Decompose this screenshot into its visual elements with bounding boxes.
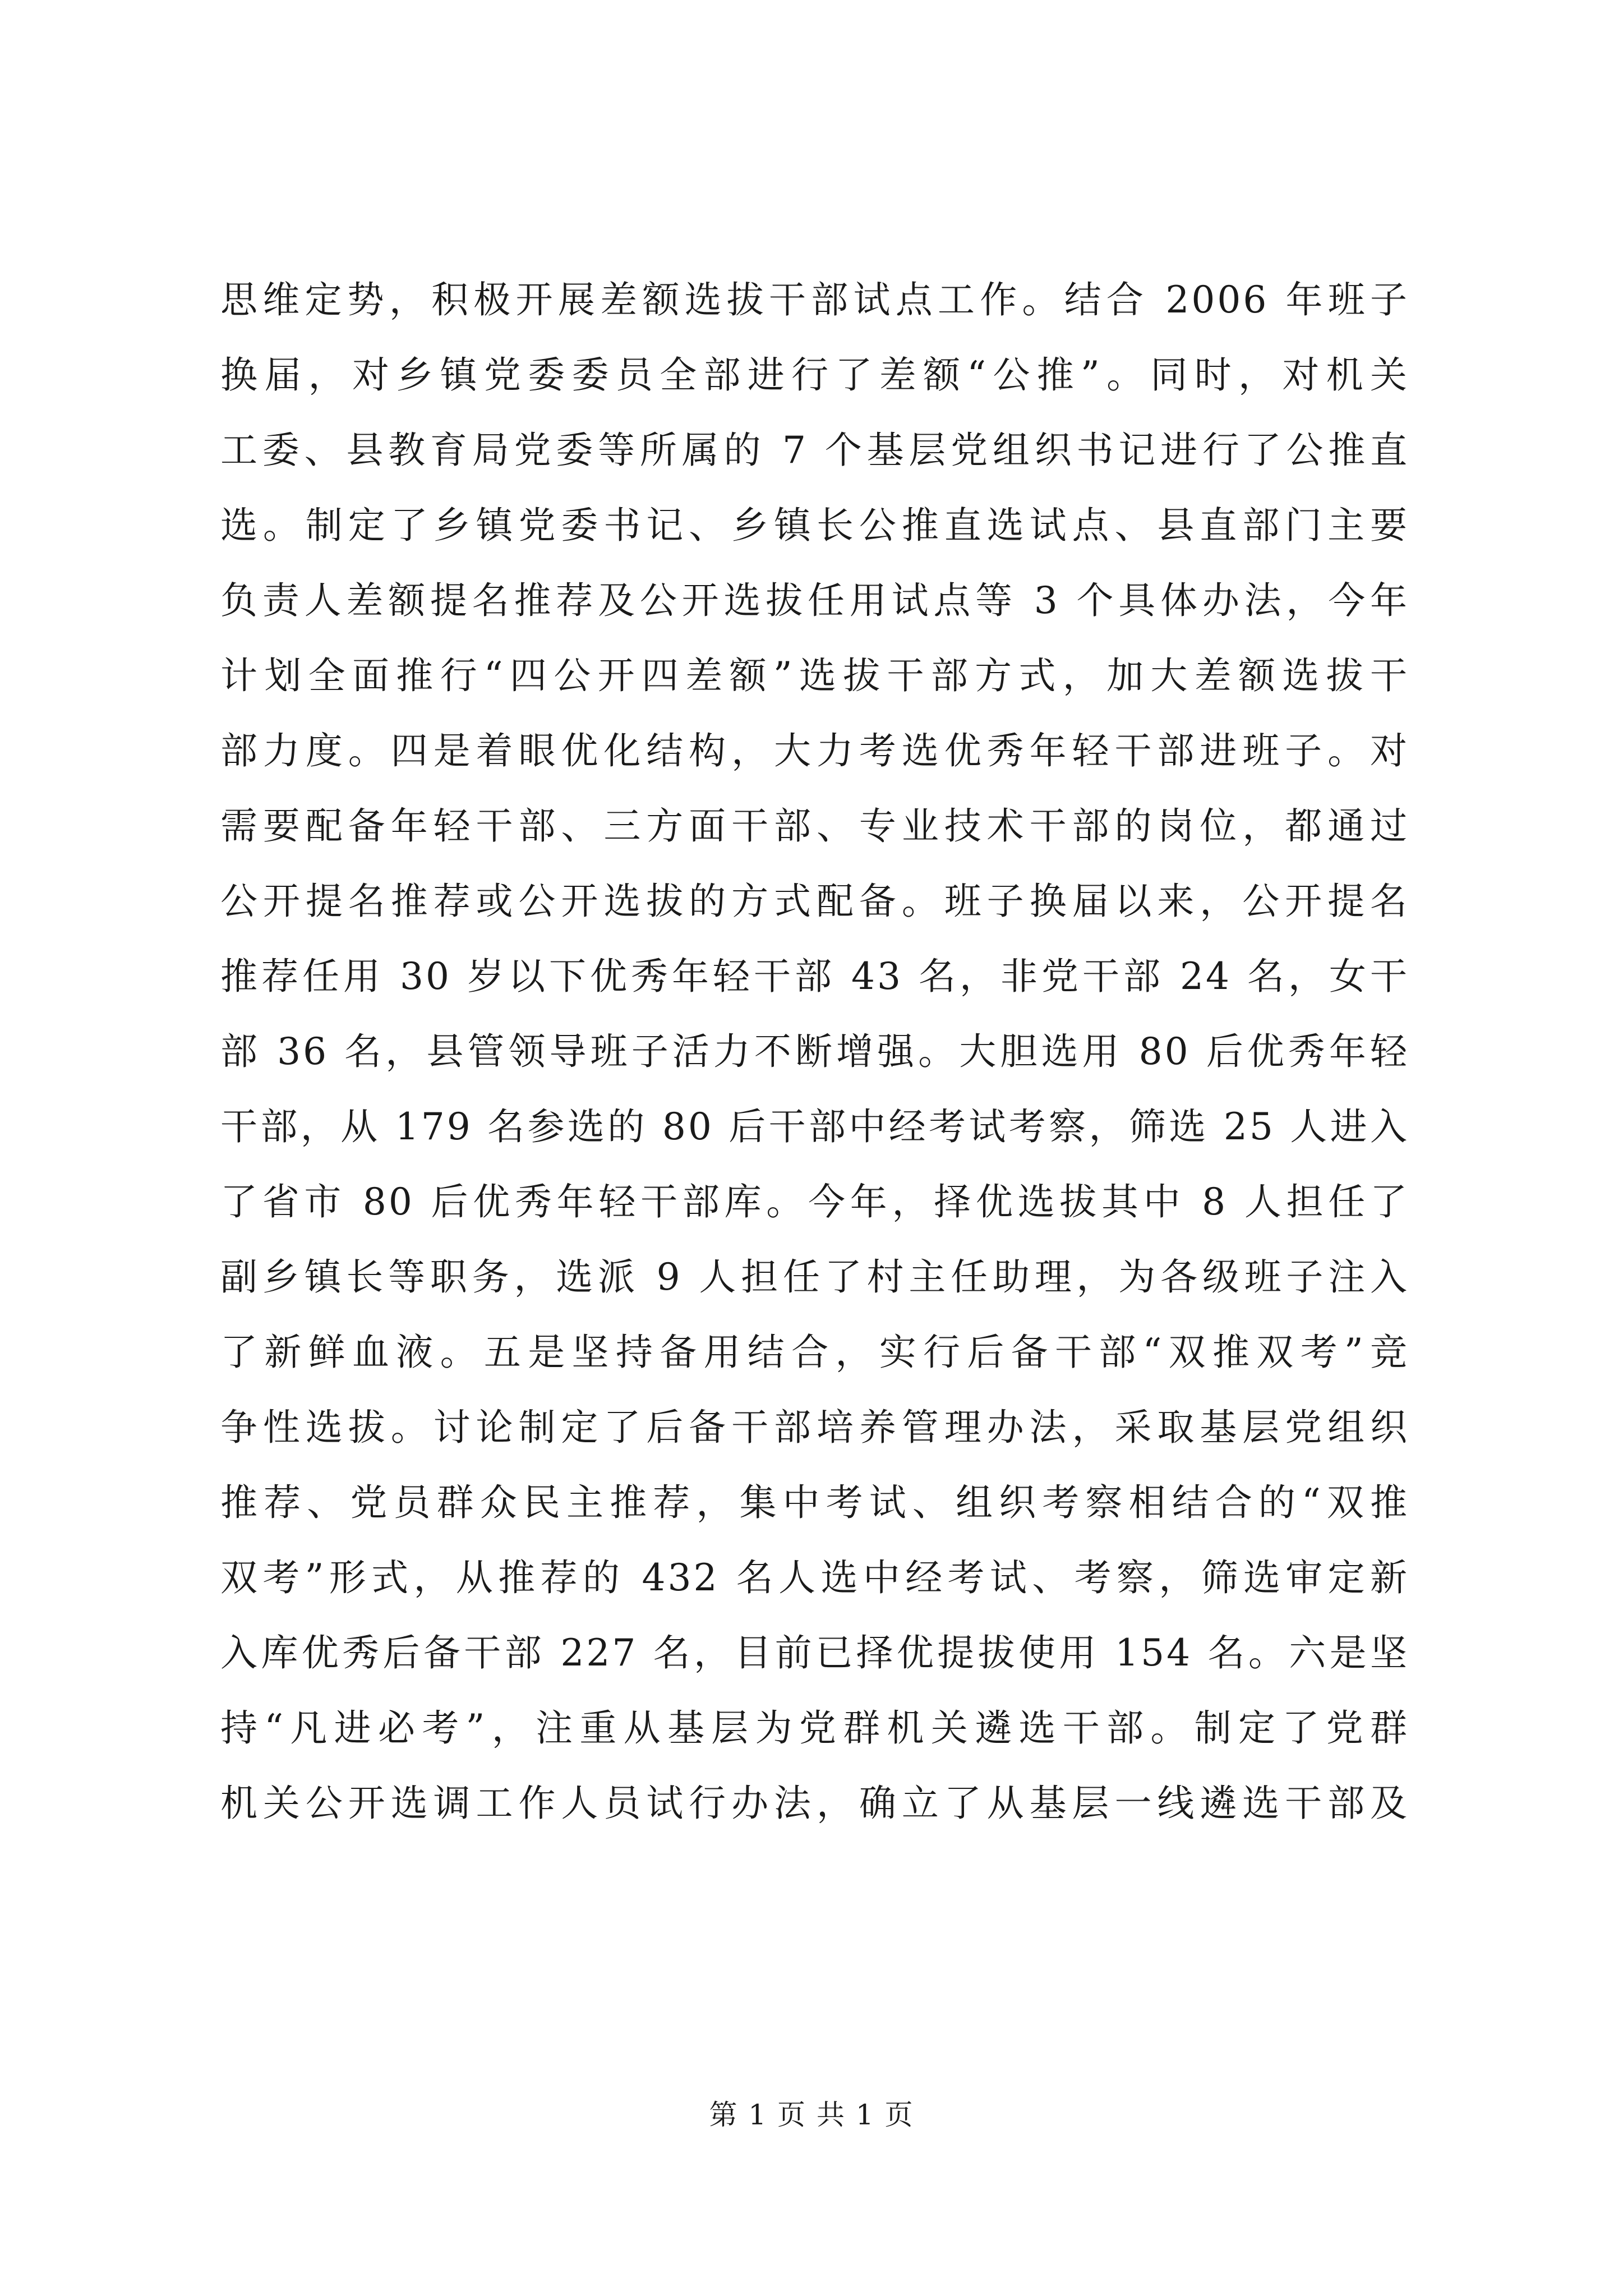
text-line: 部力度。四是着眼优化结构，大力考选优秀年轻干部进班子。对 — [220, 729, 1409, 772]
text-line: 选。制定了乡镇党委书记、乡镇长公推直选试点、县直部门主要 — [220, 504, 1409, 547]
text-line: 公开提名推荐或公开选拔的方式配备。班子换届以来，公开提名 — [220, 880, 1409, 923]
text-line: 入库优秀后备干部 227 名，目前已择优提拔使用 154 名。六是坚 — [220, 1631, 1409, 1674]
text-line: 需要配备年轻干部、三方面干部、专业技术干部的岗位，都通过 — [220, 804, 1409, 848]
text-line: 持“凡进必考”，注重从基层为党群机关遴选干部。制定了党群 — [220, 1706, 1409, 1750]
text-line: 机关公开选调工作人员试行办法，确立了从基层一线遴选干部及 — [220, 1782, 1409, 1825]
text-line: 换届，对乡镇党委委员全部进行了差额“公推”。同时，对机关 — [220, 353, 1409, 397]
text-line: 思维定势，积极开展差额选拔干部试点工作。结合 2006 年班子 — [220, 278, 1409, 321]
text-line: 双考”形式，从推荐的 432 名人选中经考试、考察，筛选审定新 — [220, 1556, 1409, 1599]
text-line: 干部，从 179 名参选的 80 后干部中经考试考察，筛选 25 人进入 — [220, 1105, 1409, 1148]
text-line: 工委、县教育局党委等所属的 7 个基层党组织书记进行了公推直 — [220, 429, 1409, 472]
text-line: 推荐、党员群众民主推荐，集中考试、组织考察相结合的“双推 — [220, 1481, 1409, 1524]
text-line: 争性选拔。讨论制定了后备干部培养管理办法，采取基层党组织 — [220, 1406, 1409, 1449]
text-line: 副乡镇长等职务，选派 9 人担任了村主任助理，为各级班子注入 — [220, 1255, 1409, 1299]
page-footer: 第 1 页 共 1 页 — [709, 2099, 914, 2131]
text-line: 了新鲜血液。五是坚持备用结合，实行后备干部“双推双考”竞 — [220, 1331, 1409, 1374]
text-line: 负责人差额提名推荐及公开选拔任用试点等 3 个具体办法，今年 — [220, 579, 1409, 622]
text-line: 计划全面推行“四公开四差额”选拔干部方式，加大差额选拔干 — [220, 654, 1409, 697]
text-line: 部 36 名，县管领导班子活力不断增强。大胆选用 80 后优秀年轻 — [220, 1030, 1409, 1073]
text-line: 了省市 80 后优秀年轻干部库。今年，择优选拔其中 8 人担任了 — [220, 1180, 1409, 1223]
body-text — [220, 263, 1409, 1841]
text-line: 推荐任用 30 岁以下优秀年轻干部 43 名，非党干部 24 名，女干 — [220, 955, 1409, 998]
